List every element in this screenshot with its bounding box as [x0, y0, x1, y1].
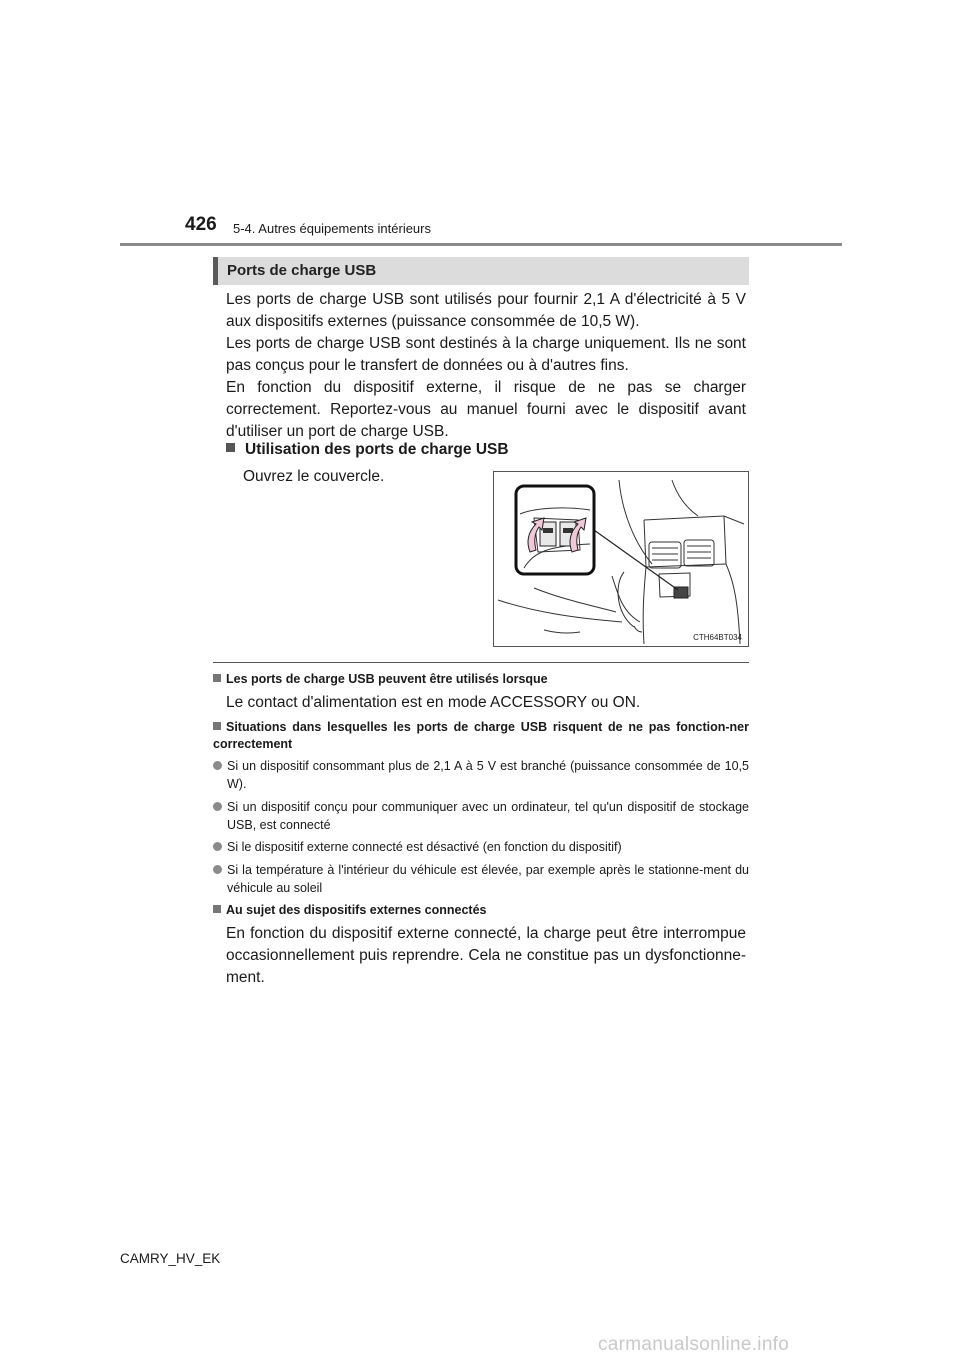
footer-manual-code: CAMRY_HV_EK — [120, 1251, 221, 1266]
figure-code: CTH64BT034 — [693, 633, 742, 642]
intro-paragraph: Les ports de charge USB sont destinés à la charge uniquement. Ils ne sont pas conçus pour le transfert de données ou à d'autres fins. — [226, 335, 746, 374]
header-rule — [120, 243, 842, 246]
usage-heading-text: Utilisation des ports de charge USB — [245, 441, 509, 458]
list-item-text: Si un dispositif consommant plus de 2,1 A à 5 V est branché (puissance consommée de 10,5 W). — [227, 759, 749, 791]
intro-paragraph: Les ports de charge USB sont utilisés pour fournir 2,1 A d'électricité à 5 V aux dispositifs externes (puissance consommée de 10,5 W). — [226, 291, 746, 330]
note-heading — [213, 719, 749, 753]
note-body: En fonction du dispositif externe connecté, la charge peut être interrompue occasionnellement puis reprendre. Cela ne constitue pas un dysfonctionne-ment. — [226, 925, 746, 986]
section-breadcrumb: 5-4. Autres équipements intérieurs — [233, 221, 431, 236]
list-item — [213, 757, 749, 793]
note-body: Le contact d'alimentation est en mode ACCESSORY ou ON. — [226, 694, 641, 711]
air-vent-icon — [649, 540, 714, 568]
list-item-text: Si la température à l'intérieur du véhicule est élevée, par exemple après le stationne-ment du véhicule au soleil — [227, 863, 749, 895]
section-heading: Ports de charge USB — [227, 262, 377, 279]
illustration-drawing — [494, 472, 748, 646]
bullet-dot-icon — [213, 842, 222, 851]
list-item-text: Si un dispositif conçu pour communiquer avec un ordinateur, tel qu'un dispositif de stockage USB, est connecté — [227, 800, 749, 832]
usage-instruction: Ouvrez le couvercle. — [243, 468, 385, 485]
note-heading — [213, 902, 749, 919]
square-bullet-icon — [213, 674, 221, 682]
list-item — [213, 861, 749, 897]
notes-divider — [213, 662, 749, 663]
square-bullet-icon — [213, 722, 221, 730]
note-heading-text: Situations dans lesquelles les ports de charge USB risquent de ne pas fonction-ner correctement — [213, 720, 749, 751]
note-heading — [213, 671, 749, 688]
usage-heading — [226, 441, 509, 459]
page-number: 426 — [185, 214, 217, 235]
bullet-dot-icon — [213, 802, 222, 811]
list-item-text: Si le dispositif externe connecté est désactivé (en fonction du dispositif) — [227, 840, 622, 854]
section-marker — [213, 257, 218, 285]
usb-port-illustration — [493, 471, 749, 647]
note-heading-text: Les ports de charge USB peuvent être utilisés lorsque — [226, 672, 548, 686]
bullet-dot-icon — [213, 761, 222, 770]
intro-paragraph: En fonction du dispositif externe, il risque de ne pas se charger correctement. Reportez-vous au manuel fourni avec le dispositif avant d'utiliser un port de charge USB. — [226, 379, 746, 440]
list-item — [213, 838, 749, 856]
note-heading-text: Au sujet des dispositifs externes connectés — [226, 903, 487, 917]
square-bullet-icon — [226, 443, 235, 452]
section-heading-bar — [213, 257, 749, 285]
intro-text — [226, 289, 746, 443]
watermark: carmanualsonline.info — [598, 1334, 790, 1355]
bullet-dot-icon — [213, 865, 222, 874]
list-item — [213, 798, 749, 834]
square-bullet-icon — [213, 905, 221, 913]
